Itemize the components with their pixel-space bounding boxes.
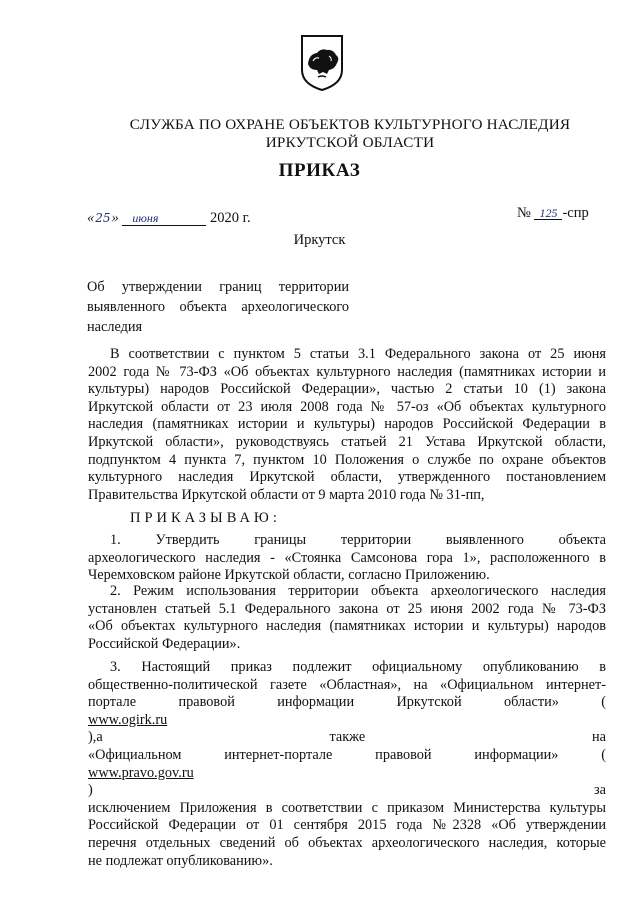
preamble-line: культуры) народов Российской Федерации», частью 2 статьи 10 (1) закона xyxy=(88,381,606,398)
item-line: «Об объектах культурного наследия (памятниках истории и культуры) народов xyxy=(88,618,606,635)
item-line: не подлежат опубликованию». xyxy=(88,852,273,869)
item-3-paragraph xyxy=(88,659,606,870)
organization-region: ИРКУТСКОЙ ОБЛАСТИ xyxy=(265,134,435,151)
document-city: Иркутск xyxy=(293,232,346,248)
date-close-quote: » xyxy=(111,210,119,226)
pravo-link[interactable]: www.pravo.gov.ru xyxy=(88,764,194,781)
item-1-paragraph xyxy=(88,532,606,585)
item-text: ),а также на xyxy=(88,729,606,746)
preamble-line: Иркутской области», руководствуясь статьей 21 Устава Иркутской области, xyxy=(88,433,606,450)
preamble-line: культурного наследия Иркутской области, утвержденного постановлением xyxy=(88,469,606,486)
item-line: 1. Утвердить границы территории выявленного объекта xyxy=(110,532,606,548)
preamble-line: наследия (памятниках истории и культуры) народов Российской Федерации в xyxy=(88,416,606,433)
preamble-line: 2002 года № 73-ФЗ «Об объектах культурного наследия (памятниках истории и xyxy=(88,363,606,380)
item-line: Российской Федерации». xyxy=(88,635,241,652)
item-line: 3. Настоящий приказ подлежит официальному опубликованию в xyxy=(110,659,606,675)
order-word-block xyxy=(88,510,606,528)
item-text: ) за xyxy=(88,782,606,799)
date-month-handwritten: июня xyxy=(122,212,206,226)
date-year: 2020 г. xyxy=(210,210,251,226)
coat-of-arms-emblem xyxy=(299,34,345,92)
subject-line: наследия xyxy=(87,319,143,335)
preamble-line: В соответствии с пунктом 5 статьи 3.1 Федерального закона от 25 июня xyxy=(110,346,606,362)
item-line xyxy=(88,694,606,747)
document-number xyxy=(517,205,589,222)
item-line: Российской Федерации от 01 сентября 2015 года №2328 «Об утверждении xyxy=(88,817,606,834)
subject-line: Об утверждении границ территории xyxy=(87,279,349,295)
item-line xyxy=(88,747,606,800)
item-line: установлен статьей 5.1 Федерального закона от 25 июня 2002 года № 73-ФЗ xyxy=(88,600,606,617)
ogirk-link[interactable]: www.ogirk.ru xyxy=(88,711,168,728)
item-text: портале правовой информации Иркутской области» ( xyxy=(88,694,606,711)
item-line: Черемховском районе Иркутской области, согласно Приложению. xyxy=(88,567,490,584)
document-date xyxy=(87,210,251,227)
item-line: общественно-политической газете «Областная», на «Официальном интернет- xyxy=(88,676,606,693)
preamble-line: подпунктом 4 пункта 7, пунктом 10 Положения о службе по охране объектов xyxy=(88,451,606,468)
item-line: исключением Приложения в соответствии с приказом Министерства культуры xyxy=(88,799,606,816)
number-sign: № xyxy=(517,205,531,221)
number-suffix: -спр xyxy=(562,205,589,221)
date-day-handwritten: 25 xyxy=(95,211,111,225)
item-text: «Официальном интернет-портале правовой информации» ( xyxy=(88,746,606,763)
organization-name: СЛУЖБА ПО ОХРАНЕ ОБЪЕКТОВ КУЛЬТУРНОГО НАСЛЕДИЯ xyxy=(129,116,571,133)
item-line: перечня отдельных сведений об объектах археологического наследия, которые xyxy=(88,834,606,851)
preamble-line: Иркутской области от 23 июля 2008 года № 57-оз «Об объектах культурного xyxy=(88,398,606,415)
subject-line: выявленного объекта археологического xyxy=(87,299,349,315)
preamble-line: Правительства Иркутской области от 9 марта 2010 года № 31-пп, xyxy=(88,486,485,503)
item-line: археологического наследия - «Стоянка Самсонова гора 1», расположенного в xyxy=(88,549,606,566)
document-title: ПРИКАЗ xyxy=(278,160,361,181)
item-line: 2. Режим использования территории объекта археологического наследия xyxy=(110,583,606,599)
preamble-paragraph xyxy=(88,346,606,504)
item-2-paragraph xyxy=(88,583,606,653)
date-open-quote: « xyxy=(87,210,95,226)
order-word: ПРИКАЗЫВАЮ: xyxy=(130,510,281,526)
number-handwritten: 125 xyxy=(534,207,562,220)
document-subject xyxy=(87,277,349,337)
